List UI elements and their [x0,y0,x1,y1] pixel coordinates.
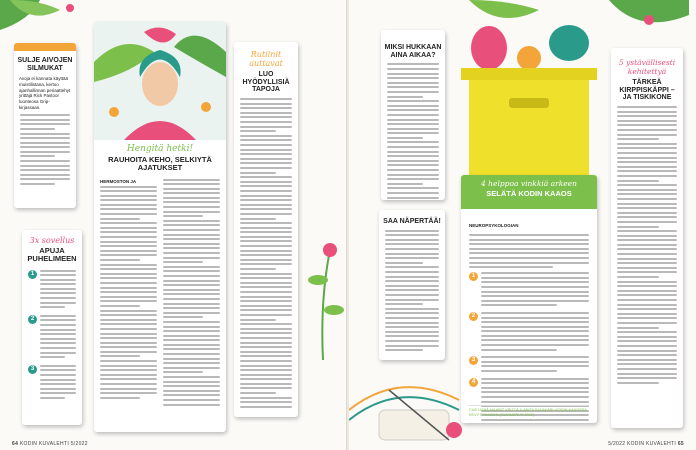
card-tapoja [234,42,298,417]
folio-number: 64 [12,441,19,447]
plant-decoration [300,240,346,360]
right-footer [608,441,684,447]
right-page [349,0,696,450]
card-kicker: Hengitä hetki! [126,144,194,154]
card-title: APUJA PUHELIMEEN [27,246,77,264]
magazine-name: KODIN KUVALEHTI [19,441,70,447]
body-columns [100,179,220,409]
card-aika [381,30,445,200]
left-footer [12,441,88,447]
card-title: MIKSI HUKKAAN AINA AIKAA? [384,44,442,59]
step-number: 4 [469,378,478,387]
magazine-name: KODIN KUVALEHTI [626,441,677,447]
card-kicker: 5 ystävällisesti kehitettyä [618,58,676,76]
card-kicker: 3x sovellus [29,236,75,245]
step-number: 1 [469,272,478,281]
body-text [387,63,439,200]
card-header [461,175,597,209]
step-number: 2 [469,312,478,321]
card-title: TÄRKEÄ KIRPPISKÄPPI – JA TISKIKONE [619,79,675,102]
card-title: SAA NÄPERTÄÄ! [383,218,441,225]
left-page [0,0,347,450]
card-title: RAUHOITA KEHO, SELKIYTÄ AJATUKSET [108,155,212,173]
card-title: SELÄTÄ KODIN KAAOS [486,189,572,198]
body-text [617,106,677,384]
card-apuja [22,230,82,425]
issue-number: 5/2022 [70,441,88,447]
step-number: 3 [28,365,37,374]
issue-number: 5/2022 [608,441,626,447]
card-kicker: Rutiinit auttavat [249,50,283,68]
body-text [20,114,70,185]
storage-bin-illustration [449,18,609,188]
card-kicker: 4 helppoa vinkkiä arkeen [481,179,577,188]
card-napertaa [379,210,445,360]
byline: NEUROPSYKOLOGIAN [469,223,519,228]
step-number: 2 [28,315,37,324]
folio-number: 65 [677,441,684,447]
credit-line: CUE LISÄÄ MAARIT YRITTÄ & ANITA SALAKARI: KODIN KAAOSSA KEVYTTYMINEN (GUMMERUS 2022) [469,405,589,418]
body-text [240,98,292,408]
card-lead: Avoja ei kannata käyttää muistilistana, kertoo ajanhallinnan periaattehyt yrittäjä Rick Pastoor luonteosa Grip-kirjassaan. [19,76,71,110]
steps-list [469,272,589,423]
card-title: LUO HYÖDYLLISIÄ TAPOJA [242,71,290,94]
step-number: 1 [28,270,37,279]
card-tips [461,175,597,423]
numbered-list [28,270,76,402]
card-mieli [94,22,226,432]
woman-plant-illustration [94,22,226,140]
byline: HERMOSTON JA [100,178,137,184]
card-kirppis [611,48,683,428]
card-title: SULJE AIVOJEN SILMUKAT [17,57,73,72]
body-text [385,230,439,351]
step-number: 3 [469,356,478,365]
card-silmukat [14,43,76,208]
